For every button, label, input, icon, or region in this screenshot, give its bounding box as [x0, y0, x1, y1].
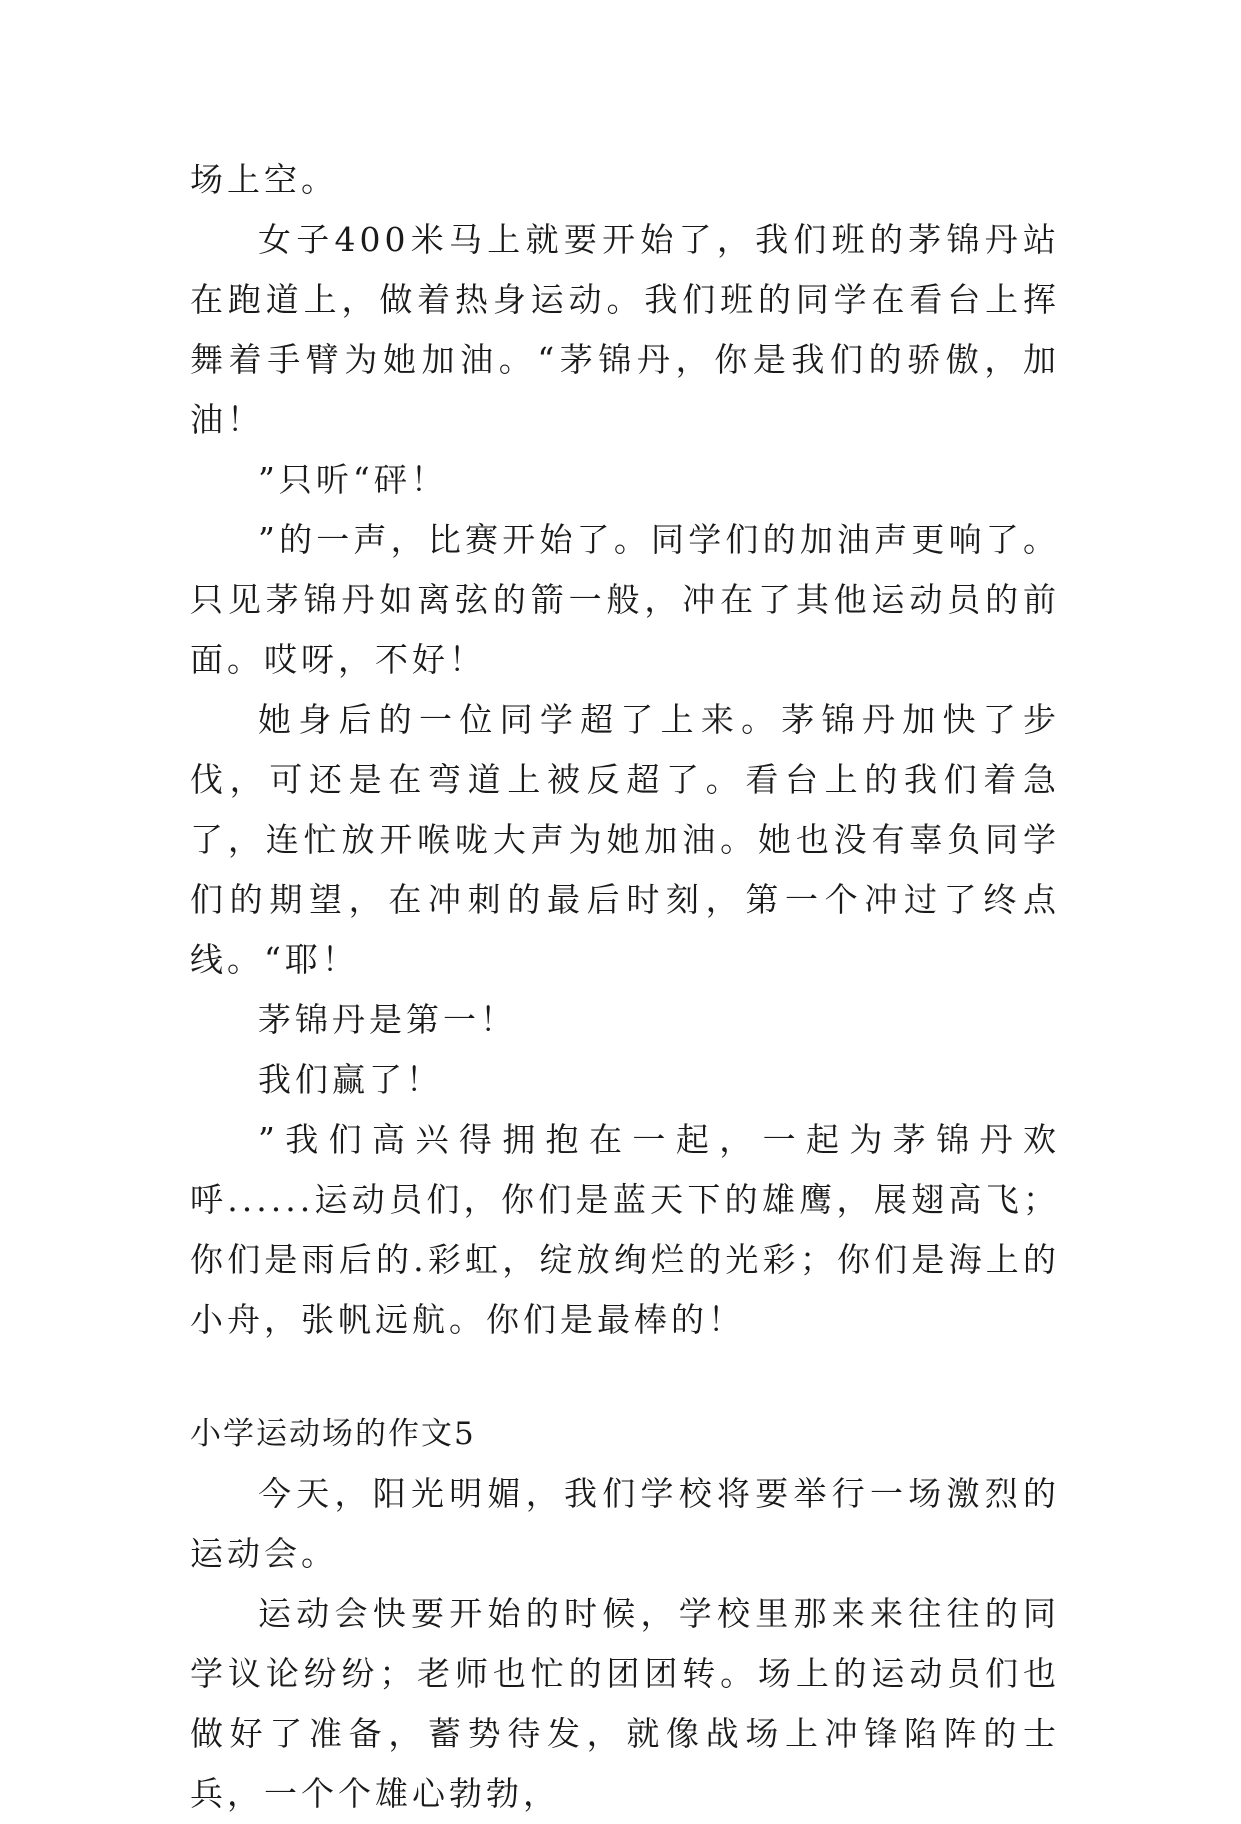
paragraph-first-place: 茅锦丹是第一！: [258, 1000, 517, 1039]
paragraph-overtaken: 她身后的一位同学超了上来。茅锦丹加快了步伐，可还是在弯道上被反超了。看台上的我们着急了，连忙放开喉咙大声为她加油。她也没有辜负同学们的期望，在冲刺的最后时刻，第一个冲过了终点线。“耶！: [190, 700, 1060, 979]
paragraph-we-won: 我们赢了！: [258, 1060, 443, 1099]
paragraph-gunshot: ”只听“砰！: [258, 460, 448, 499]
paragraph-sunny-day: 今天，阳光明媚，我们学校将要举行一场激烈的运动会。: [190, 1474, 1060, 1573]
paragraph-before-start: 运动会快要开始的时候，学校里那来来往往的同学议论纷纷；老师也忙的团团转。场上的运动员们也做好了准备，蓄势待发，就像战场上冲锋陷阵的士兵，一个个雄心勃勃，: [190, 1594, 1060, 1813]
paragraph-continuation: 场上空。: [190, 160, 338, 199]
section-title: 小学运动场的作文5: [190, 1416, 476, 1452]
paragraph-celebration: ”我们高兴得拥抱在一起，一起为茅锦丹欢呼......运动员们，你们是蓝天下的雄鹰，展翅高飞；你们是雨后的.彩虹，绽放绚烂的光彩；你们是海上的小舟，张帆远航。你们是最棒的！: [190, 1120, 1060, 1339]
document-page: [190, 150, 1060, 1824]
paragraph-race-begins: ”的一声，比赛开始了。同学们的加油声更响了。只见茅锦丹如离弦的箭一般，冲在了其他运动员的前面。哎呀，不好！: [190, 520, 1060, 679]
paragraph-race-start: 女子400米马上就要开始了，我们班的茅锦丹站在跑道上，做着热身运动。我们班的同学在看台上挥舞着手臂为她加油。“茅锦丹，你是我们的骄傲，加油！: [190, 220, 1060, 439]
